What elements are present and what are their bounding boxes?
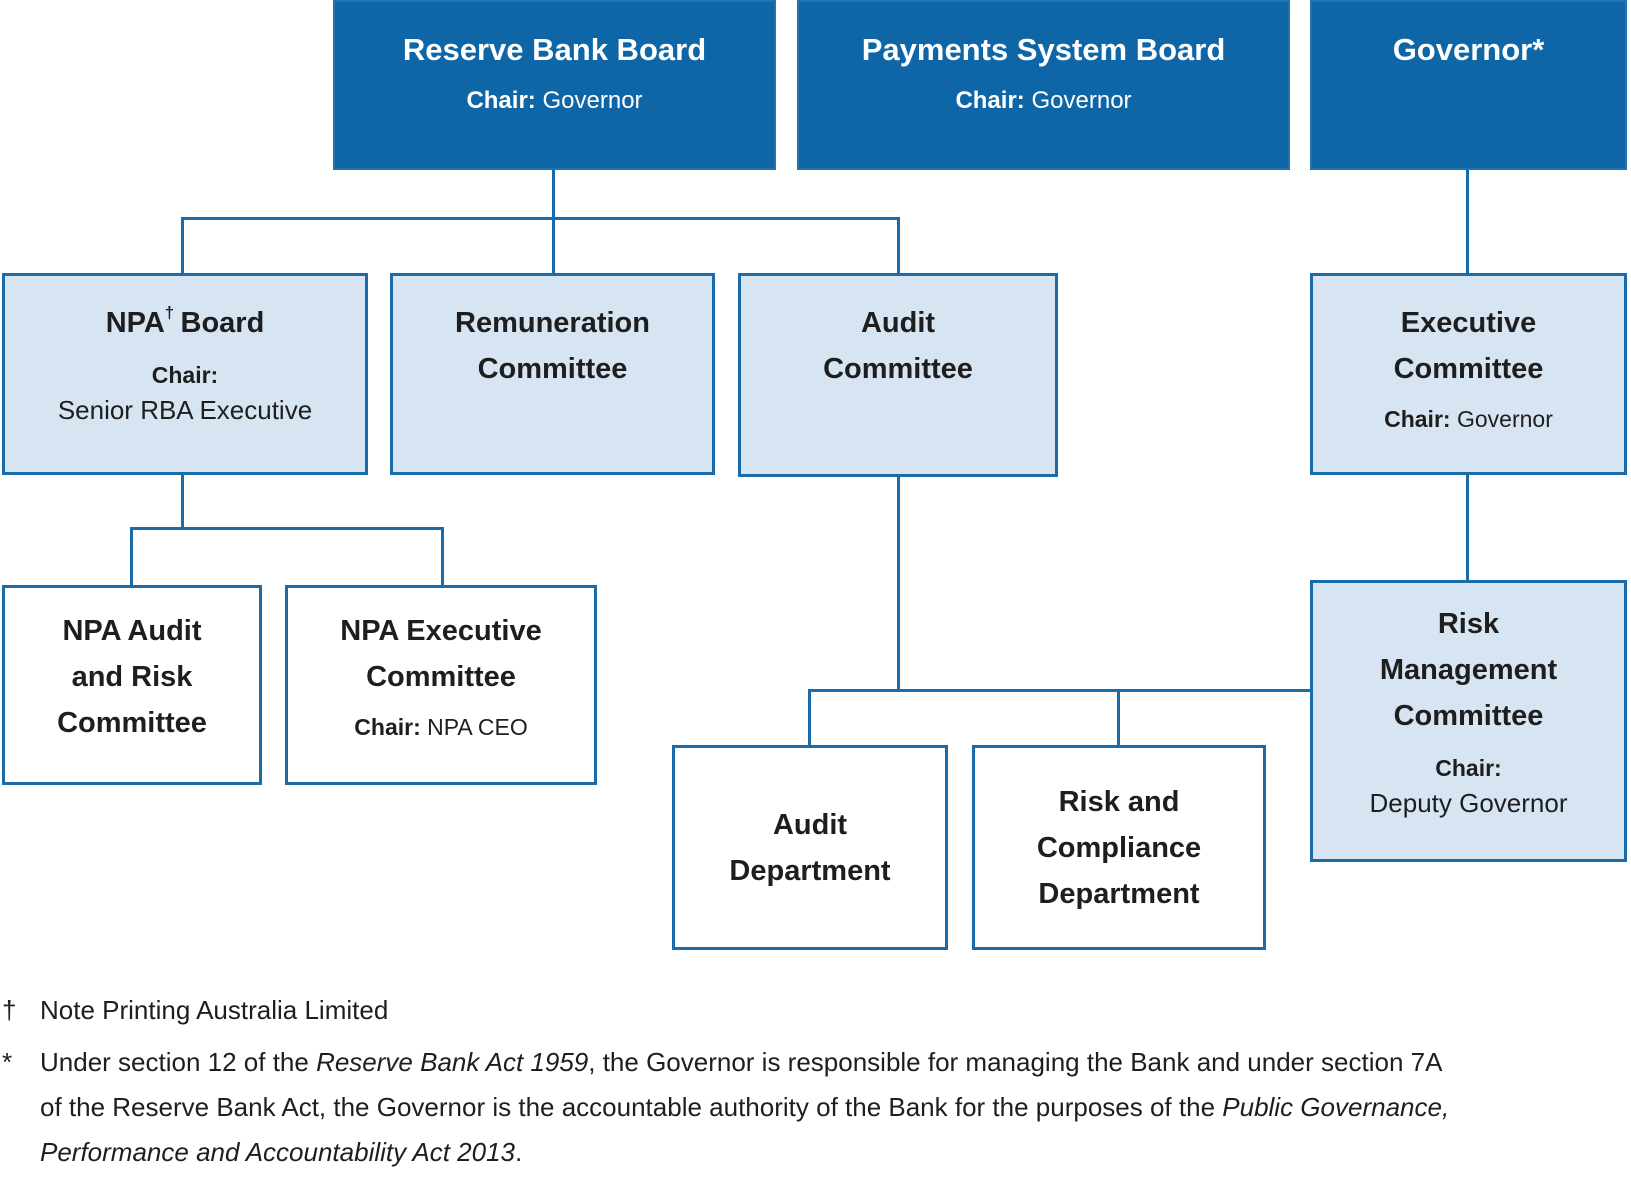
box-governor [1310,0,1627,170]
connector-drop-npa-board [181,217,184,273]
connector-drop-risk-compliance [1117,689,1120,745]
chair-label: Chair: [1435,755,1502,781]
chair-value: Governor [1457,406,1553,432]
chair-line [335,87,774,115]
footnote-act-title: Reserve Bank Act 1959 [316,1047,589,1077]
box-risk-and-compliance-department [972,745,1266,950]
footnote-asterisk-text [2,1040,1462,1175]
connector-rbb-stem [552,170,555,220]
box-title-line-1: Risk [1437,608,1500,640]
chair-label: Chair: [151,362,219,388]
box-title-line-3: Committee [1393,700,1544,732]
box-title-line-2: Committee [823,353,973,385]
box-title-line-2: Committee [1393,353,1544,385]
chair-value: Governor [1031,86,1132,114]
box-title-line-2: Department [729,854,891,887]
box-reserve-bank-board [333,0,776,170]
connector-drop-audit-department [808,689,811,745]
chair-value: Deputy Governor [1369,788,1568,818]
box-title-line-2: Committee [477,353,628,385]
connector-governor-to-exec [1466,170,1469,273]
chair-value: Governor [542,86,643,114]
box-risk-management-committee [1310,580,1627,862]
box-title-line-3: Committee [57,707,207,739]
dagger-symbol: † [2,995,17,1025]
box-title-line-2: Committee [366,661,516,693]
chair-line [799,87,1288,115]
connector-npa-horizontal [130,527,444,530]
npa-title-pre: NPA [105,307,165,339]
footnote-segment: , the Governor is responsible for managing the Bank and under section 7A of the Reserve Bank Act, the Governor is the accountable authority of the Bank for the purposes of the [40,1047,1441,1122]
box-title: Payments System Board [861,32,1226,67]
chair-value: Senior RBA Executive [57,395,313,425]
chair-label: Chair: [1384,406,1451,432]
box-title-line-1: Executive [1400,307,1537,339]
chair-label: Chair: [466,86,536,114]
footnote-dagger-text: Note Printing Australia Limited [40,995,389,1025]
chair-label: Chair: [955,86,1025,114]
box-title: Reserve Bank Board [402,32,707,67]
box-audit-department [672,745,948,950]
box-payments-system-board [797,0,1290,170]
box-npa-audit-and-risk-committee [2,585,262,785]
box-title-line-1: NPA Executive [340,615,542,647]
box-audit-committee [738,273,1058,477]
box-title-line-3: Department [1038,877,1200,910]
connector-audit-committee-stem [897,477,900,692]
footnote-dagger [2,988,1482,1033]
box-remuneration-committee [390,273,715,475]
footnote-segment: Under section 12 of the [40,1047,317,1077]
box-title-line-1: NPA Audit [62,615,202,647]
chair-value: NPA CEO [427,714,528,740]
box-title: Governor* [1392,32,1545,67]
footnote-act-title: Public Governance, Performance and Accountability Act 2013 [40,1092,1450,1167]
box-title-line-1: Audit [772,808,848,841]
connector-npa-stem [181,475,184,530]
box-title [5,300,365,346]
box-executive-committee [1310,273,1627,475]
connector-drop-remuneration [552,217,555,273]
box-title-line-1: Risk and [1058,785,1180,818]
box-title-line-2: Management [1379,654,1558,686]
connector-drop-npa-audit-risk [130,527,133,585]
chair-line [1313,404,1624,434]
connector-drop-audit-committee [897,217,900,273]
connector-audit-horizontal [808,689,1312,692]
npa-title-post: Board [180,307,265,339]
chair-label: Chair: [354,714,421,740]
box-npa-executive-committee [285,585,597,785]
chair-line [288,712,594,742]
box-title-line-2: and Risk [71,661,193,693]
footnote-asterisk [2,1040,1462,1175]
dagger-superscript: † [164,303,175,322]
footnote-segment: . [515,1137,523,1167]
asterisk-symbol: * [2,1047,13,1077]
box-title-line-1: Audit [860,307,936,339]
connector-exec-to-rmc [1466,475,1469,580]
connector-drop-npa-executive [441,527,444,585]
box-npa-board [2,273,368,475]
box-title-line-2: Compliance [1036,831,1202,864]
box-title-line-1: Remuneration [455,307,650,339]
connector-rbb-horizontal [181,217,900,220]
